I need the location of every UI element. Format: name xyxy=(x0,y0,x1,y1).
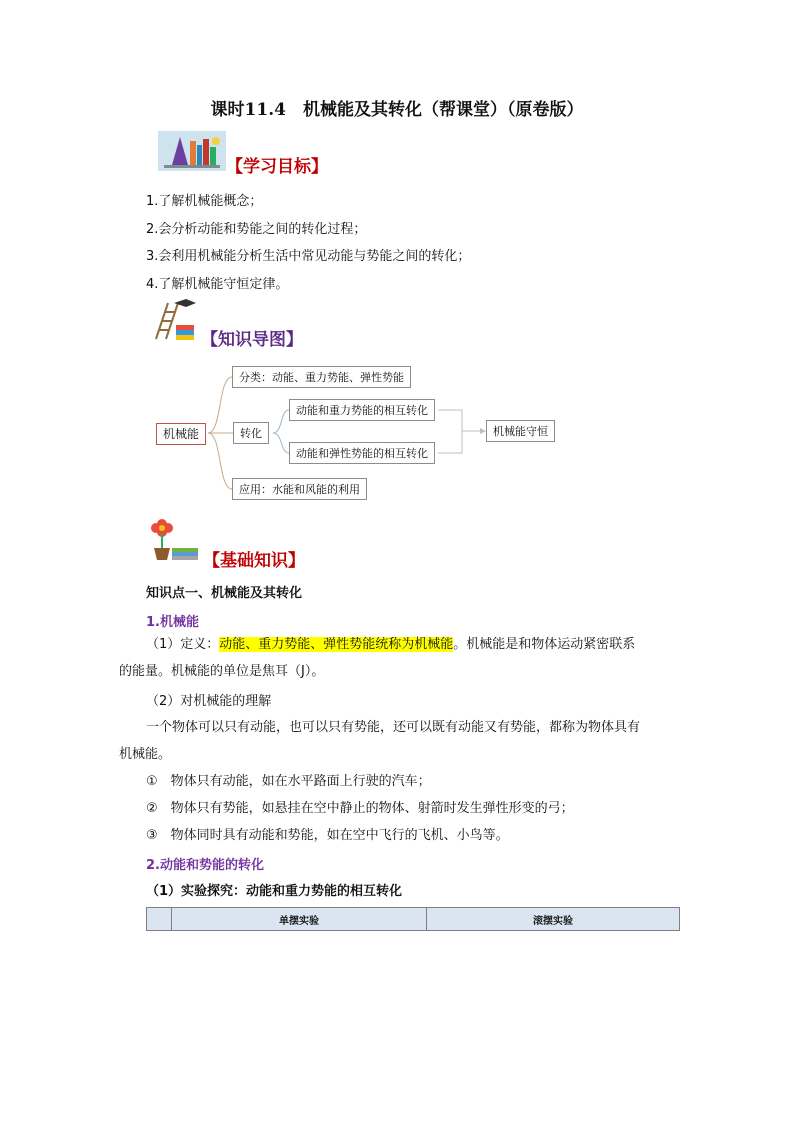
mindmap-node-convert-a: 动能和重力势能的相互转化 xyxy=(289,399,435,421)
definition-line-2: 的能量。机械能的单位是焦耳（J）。 xyxy=(119,664,325,679)
definition-highlight: 动能、重力势能、弹性势能统称为机械能 xyxy=(219,637,454,652)
experiment-title: （1）实验探究：动能和重力势能的相互转化 xyxy=(146,884,403,899)
flower-books-icon xyxy=(148,514,200,564)
mindmap-heading: 【知识导图】 xyxy=(201,330,303,350)
page-title: 课时11.4 机械能及其转化（帮课堂）（原卷版） xyxy=(210,100,584,120)
table-header-blank xyxy=(147,908,172,931)
goal-item: 4.了解机械能守恒定律。 xyxy=(146,277,289,292)
definition-rest: 。机械能是和物体运动紧密联系 xyxy=(453,637,636,652)
table-row xyxy=(147,908,680,931)
mindmap-node-root: 机械能 xyxy=(156,423,206,445)
understanding-heading: （2）对机械能的理解 xyxy=(146,694,272,709)
list-item: ② 物体只有势能，如悬挂在空中静止的物体、射箭时发生弹性形变的弓； xyxy=(146,801,574,816)
mindmap-node-apply: 应用：水能和风能的利用 xyxy=(232,478,367,500)
table-header-maxwell: 滚摆实验 xyxy=(427,908,680,931)
definition-prefix: （1）定义： xyxy=(146,637,220,652)
knowledge-point-title: 知识点一、机械能及其转化 xyxy=(146,586,303,601)
paragraph-line-2: 机械能。 xyxy=(119,747,172,762)
definition-line xyxy=(146,631,686,658)
basics-heading: 【基础知识】 xyxy=(203,551,305,571)
list-item: ① 物体只有动能，如在水平路面上行驶的汽车； xyxy=(146,774,431,789)
mindmap-node-convert: 转化 xyxy=(233,422,269,444)
subsection-mechanical-energy: 1.机械能 xyxy=(146,615,199,630)
goals-heading: 【学习目标】 xyxy=(226,157,328,177)
mindmap-node-classify: 分类：动能、重力势能、弹性势能 xyxy=(232,366,411,388)
experiment-table xyxy=(146,907,680,931)
goal-item: 3.会利用机械能分析生活中常见动能与势能之间的转化； xyxy=(146,249,471,264)
goal-item: 1.了解机械能概念； xyxy=(146,194,263,209)
paragraph-line-1: 一个物体可以只有动能，也可以只有势能，还可以既有动能又有势能，都称为物体具有 xyxy=(146,720,641,735)
mindmap-node-convert-b: 动能和弹性势能的相互转化 xyxy=(289,442,435,464)
subsection-conversion: 2.动能和势能的转化 xyxy=(146,858,264,873)
list-item: ③ 物体同时具有动能和势能，如在空中飞行的飞机、小鸟等。 xyxy=(146,828,509,843)
table-header-pendulum: 单摆实验 xyxy=(172,908,427,931)
goal-item: 2.会分析动能和势能之间的转化过程； xyxy=(146,222,367,237)
mindmap-node-conserve: 机械能守恒 xyxy=(486,420,555,442)
